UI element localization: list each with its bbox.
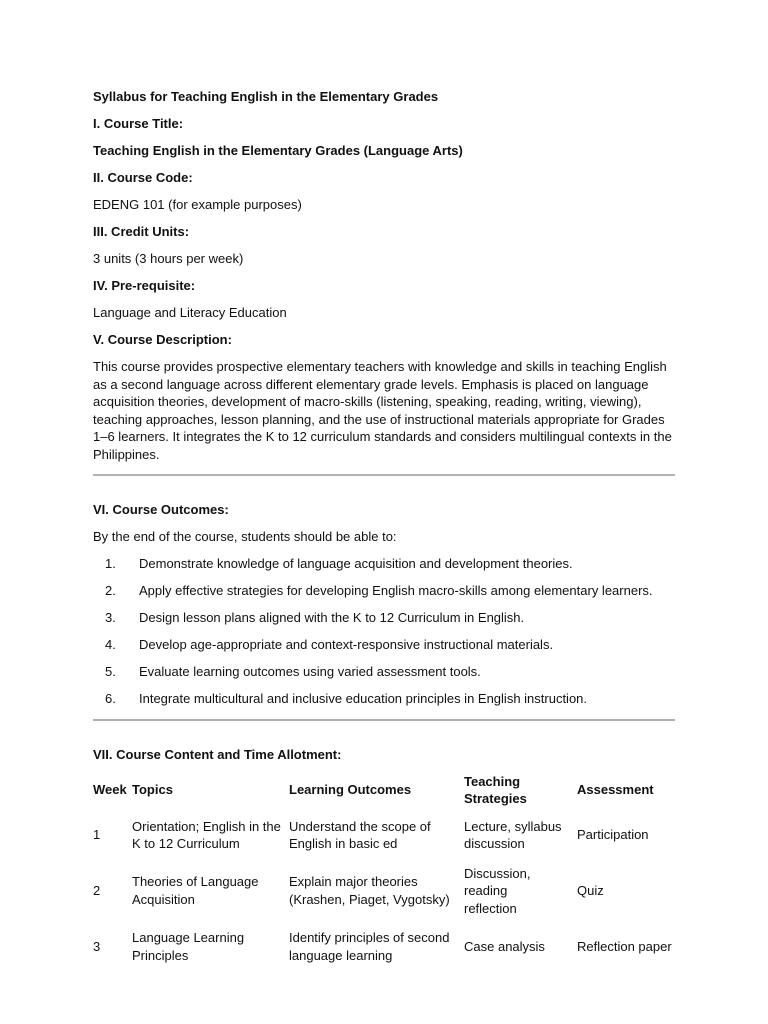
column-header-strategies (464, 773, 577, 818)
cell-line: K to 12 Curriculum (132, 836, 240, 852)
list-item (93, 663, 675, 681)
cell-line: discussion (464, 836, 525, 852)
cell-topic (132, 818, 289, 865)
course-description (93, 358, 675, 464)
list-number: 6. (105, 690, 116, 706)
table-row (93, 929, 677, 976)
credit-units-value: 3 units (3 hours per week) (93, 251, 244, 266)
prerequisite-heading: IV. Pre-requisite: (93, 278, 196, 293)
table-header-row (93, 773, 677, 818)
cell-outcome (289, 818, 464, 865)
list-item (93, 582, 675, 600)
column-header-outcomes: Learning Outcomes (289, 782, 412, 798)
section-divider (93, 474, 675, 476)
cell-assessment: Participation (577, 827, 649, 843)
content-heading: VII. Course Content and Time Allotment: (93, 746, 342, 762)
cell-line: Lecture, syllabus (464, 818, 562, 834)
course-content-table (93, 773, 677, 977)
cell-line: Discussion, reading (464, 865, 531, 899)
description-line: This course provides prospective elementary teachers with knowledge and skills in teaching English (93, 359, 667, 374)
cell-topic (132, 929, 289, 976)
column-header-strategies-line: Teaching (464, 773, 521, 789)
cell-assessment: Reflection paper (577, 938, 672, 954)
cell-line: English in basic ed (289, 836, 398, 852)
cell-strategy: Case analysis (464, 938, 545, 954)
description-line: 1–6 learners. It integrates the K to 12 curriculum standards and considers multilingual contexts in the (93, 429, 672, 445)
section-divider (93, 719, 675, 721)
column-header-topics: Topics (132, 782, 173, 798)
cell-line: Principles (132, 947, 189, 963)
cell-outcome (289, 929, 464, 976)
cell-line: language learning (289, 947, 393, 963)
list-number: 1. (105, 555, 116, 571)
outcomes-list (93, 555, 675, 708)
list-number: 3. (105, 609, 116, 625)
list-text: Evaluate learning outcomes using varied assessment tools. (139, 663, 481, 679)
outcomes-intro: By the end of the course, students should be able to: (93, 528, 397, 544)
list-item (93, 636, 675, 654)
cell-week: 1 (93, 827, 101, 843)
cell-topic (132, 865, 289, 930)
list-number: 4. (105, 636, 116, 652)
list-text: Develop age-appropriate and context-responsive instructional materials. (139, 636, 554, 652)
description-line: acquisition theories, development of macro-skills (listening, speaking, reading, writing, viewing), (93, 394, 642, 410)
list-number: 2. (105, 582, 116, 598)
list-item (93, 690, 675, 708)
cell-line: Acquisition (132, 891, 195, 907)
list-text: Demonstrate knowledge of language acquisition and development theories. (139, 555, 573, 571)
cell-outcome (289, 865, 464, 930)
column-header-assessment: Assessment (577, 782, 654, 798)
cell-line: Explain major theories (289, 874, 418, 890)
course-code-heading: II. Course Code: (93, 170, 193, 185)
cell-line: Understand the scope of (289, 818, 431, 834)
course-code-value: EDENG 101 (for example purposes) (93, 197, 302, 212)
course-title-heading: I. Course Title: (93, 116, 184, 131)
list-item (93, 555, 675, 573)
description-line: as a second language across different elementary grade levels. Emphasis is placed on language (93, 376, 649, 392)
table-row (93, 818, 677, 865)
column-header-strategies-line: Strategies (464, 791, 527, 807)
cell-line: Orientation; English in the (132, 818, 281, 834)
cell-line: Theories of Language (132, 874, 259, 890)
description-line: teaching approaches, lesson planning, and the use of instructional materials appropriate for Grades (93, 411, 665, 427)
cell-line: (Krashen, Piaget, Vygotsky) (289, 891, 450, 907)
cell-week: 2 (93, 883, 101, 899)
cell-week: 3 (93, 938, 101, 954)
cell-line: reflection (464, 900, 517, 916)
list-item (93, 609, 675, 627)
document-title: Syllabus for Teaching English in the Elementary Grades (93, 89, 439, 104)
list-number: 5. (105, 663, 116, 679)
cell-assessment: Quiz (577, 883, 604, 899)
prerequisite-value: Language and Literacy Education (93, 305, 287, 320)
course-title-value: Teaching English in the Elementary Grades (Language Arts) (93, 143, 463, 158)
cell-line: Language Learning (132, 930, 245, 946)
list-text: Design lesson plans aligned with the K to 12 Curriculum in English. (139, 609, 525, 625)
list-text: Integrate multicultural and inclusive education principles in English instruction. (139, 690, 588, 706)
outcomes-heading: VI. Course Outcomes: (93, 501, 229, 517)
cell-line: Identify principles of second (289, 930, 450, 946)
table-row (93, 865, 677, 930)
description-line: Philippines. (93, 446, 160, 462)
list-text: Apply effective strategies for developing English macro-skills among elementary learners. (139, 582, 653, 598)
syllabus-document (93, 88, 675, 976)
cell-strategy (464, 818, 577, 865)
description-heading: V. Course Description: (93, 332, 232, 347)
cell-strategy (464, 865, 577, 930)
column-header-week: Week (93, 782, 127, 798)
credit-units-heading: III. Credit Units: (93, 224, 190, 239)
